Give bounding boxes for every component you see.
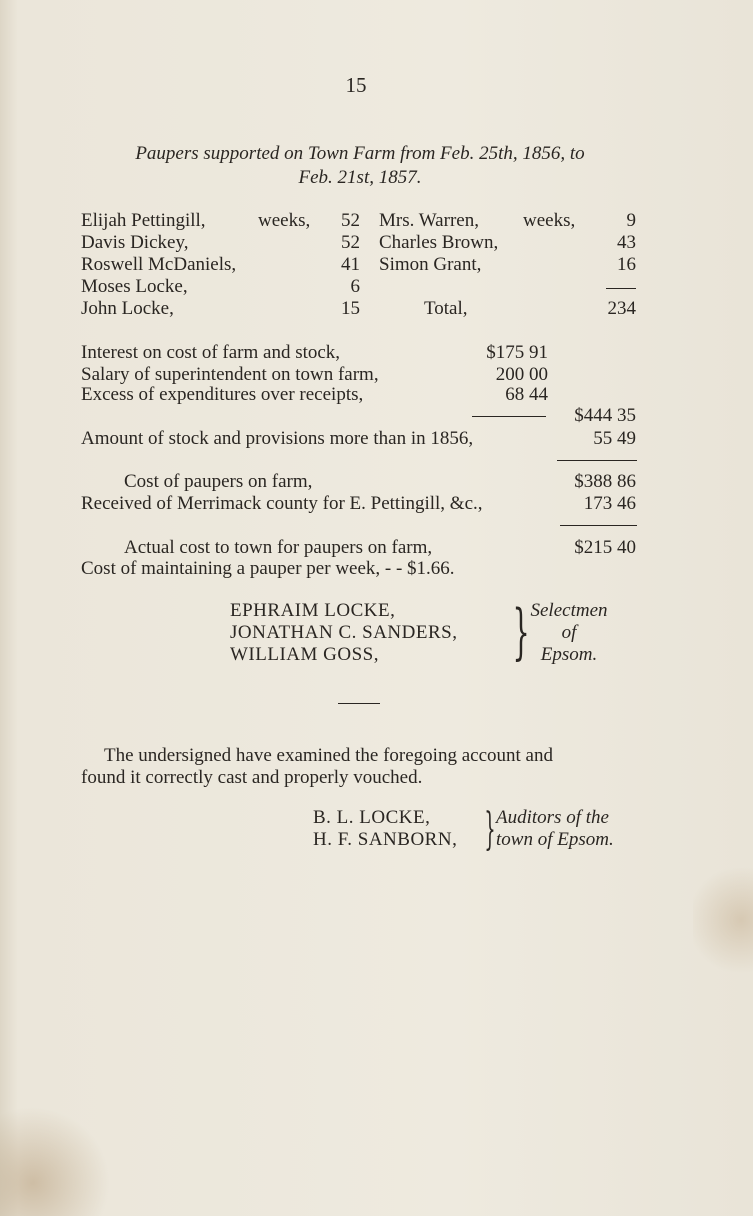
- pauper-weeks: 52: [341, 232, 360, 253]
- pauper-weeks: 16: [617, 254, 636, 275]
- sum-rule: [557, 460, 637, 461]
- pauper-name: Moses Locke,: [81, 276, 188, 297]
- auditor-name: B. L. LOCKE,: [313, 807, 431, 828]
- pauper-name: Mrs. Warren,: [379, 210, 479, 231]
- brace-icon: }: [484, 804, 496, 855]
- expenses-total: $444 35: [574, 405, 636, 426]
- auditors-title: town of Epsom.: [496, 829, 614, 850]
- received-label: Received of Merrimack county for E. Pettingill, &c.,: [81, 493, 483, 514]
- page-number: 15: [345, 73, 367, 97]
- pauper-unit: weeks,: [258, 210, 311, 231]
- selectmen-title: Selectmen: [530, 600, 608, 621]
- auditors-title: Auditors of the: [496, 807, 609, 828]
- heading-line-1: Paupers supported on Town Farm from Feb. 25th, 1856, to: [135, 143, 585, 164]
- auditor-statement-line-2: found it correctly cast and properly vouched.: [81, 767, 423, 788]
- cost-label: Cost of paupers on farm,: [124, 471, 313, 492]
- pauper-weeks: 43: [617, 232, 636, 253]
- selectman-name: EPHRAIM LOCKE,: [230, 600, 396, 621]
- selectmen-title: of: [561, 622, 577, 643]
- cost-amount: $388 86: [574, 471, 636, 492]
- section-divider: [338, 703, 380, 704]
- pauper-name: John Locke,: [81, 298, 174, 319]
- pauper-weeks: 15: [341, 298, 360, 319]
- actual-amount: $215 40: [574, 537, 636, 558]
- sum-rule: [560, 525, 637, 526]
- stock-label: Amount of stock and provisions more than in 1856,: [81, 428, 474, 449]
- paper-stain: [693, 860, 753, 980]
- paper-stain: [0, 1106, 110, 1216]
- received-amount: 173 46: [583, 493, 636, 514]
- pauper-name: Elijah Pettingill,: [81, 210, 206, 231]
- total-label: Total,: [424, 298, 468, 319]
- expense-amount: 68 44: [505, 384, 548, 405]
- expense-amount: $175 91: [486, 342, 548, 363]
- weekly-cost-line: Cost of maintaining a pauper per week, - - $1.66.: [81, 558, 455, 579]
- auditor-name: H. F. SANBORN,: [313, 829, 458, 850]
- expense-amount: 200 00: [495, 364, 548, 385]
- sum-rule: [472, 416, 546, 417]
- selectman-name: WILLIAM GOSS,: [230, 644, 379, 665]
- pauper-name: Charles Brown,: [379, 232, 499, 253]
- stock-amount: 55 49: [593, 428, 636, 449]
- pauper-weeks: 9: [626, 210, 636, 231]
- pauper-name: Roswell McDaniels,: [81, 254, 237, 275]
- actual-label: Actual cost to town for paupers on farm,: [124, 537, 433, 558]
- expense-label: Excess of expenditures over receipts,: [81, 384, 364, 405]
- total-weeks: 234: [607, 298, 636, 319]
- pauper-unit: weeks,: [523, 210, 576, 231]
- auditor-statement-line-1: The undersigned have examined the foregoing account and: [104, 745, 553, 766]
- expense-label: Interest on cost of farm and stock,: [81, 342, 341, 363]
- pauper-name: Simon Grant,: [379, 254, 482, 275]
- pauper-name: Davis Dickey,: [81, 232, 189, 253]
- sum-rule: [606, 288, 636, 289]
- selectman-name: JONATHAN C. SANDERS,: [230, 622, 458, 643]
- pauper-weeks: 6: [350, 276, 360, 297]
- selectmen-title: Epsom.: [540, 644, 598, 665]
- brace-icon: }: [512, 597, 530, 667]
- expense-label: Salary of superintendent on town farm,: [81, 364, 379, 385]
- pauper-weeks: 52: [341, 210, 360, 231]
- heading-line-2: Feb. 21st, 1857.: [298, 167, 422, 188]
- pauper-weeks: 41: [341, 254, 360, 275]
